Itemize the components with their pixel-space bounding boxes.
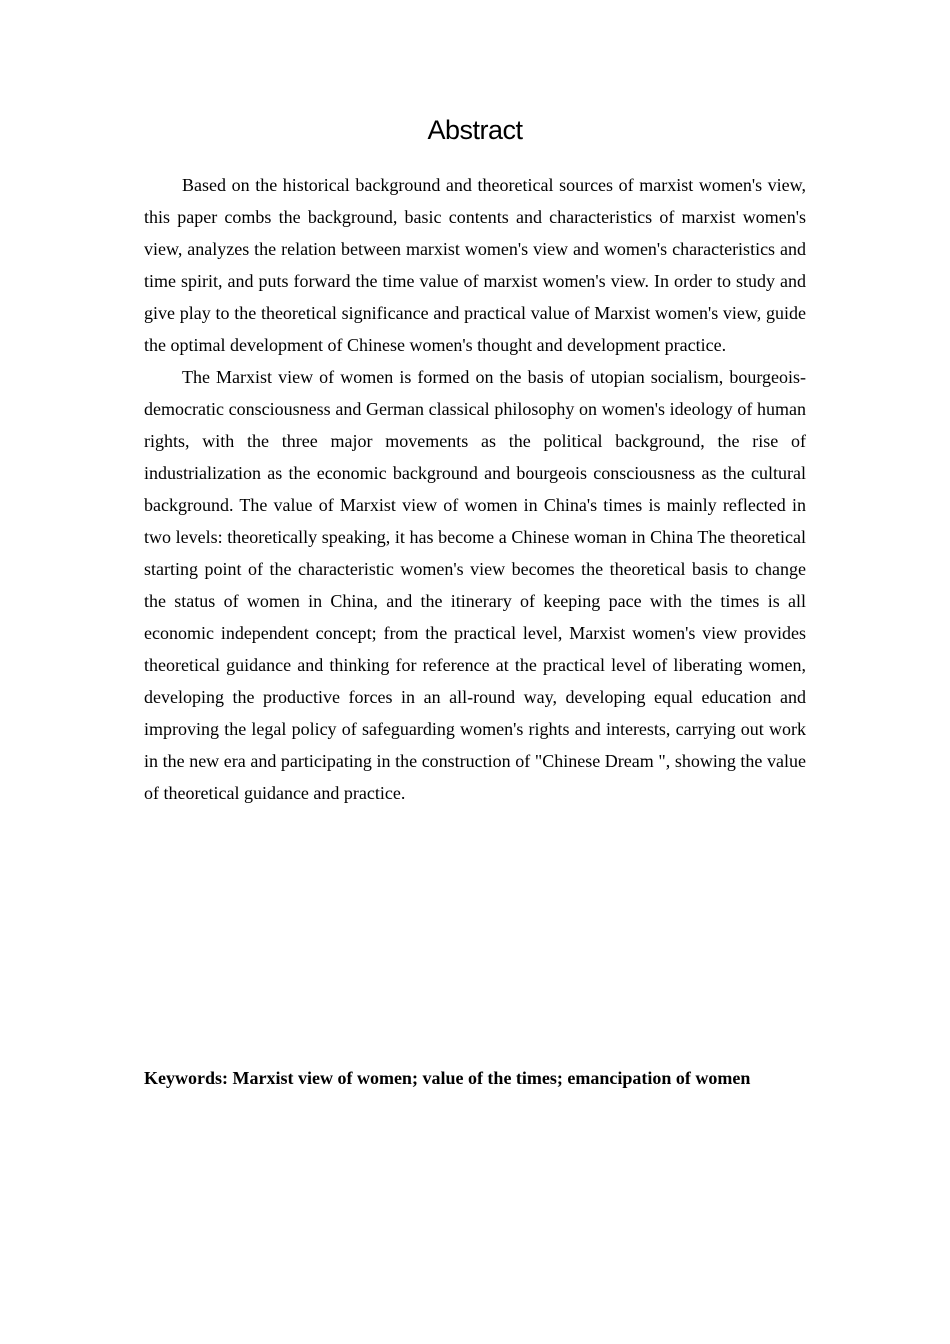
- keywords-line: Keywords: Marxist view of women; value of the times; emancipation of women: [144, 1068, 751, 1088]
- abstract-body: [144, 169, 806, 809]
- abstract-paragraph-1: Based on the historical background and theoretical sources of marxist women's view, this paper combs the background, basic contents and characteristics of marxist women's view, analyzes the relation between marxist women's view and women's characteristics and time spirit, and puts forward the time value of marxist women's view. In order to study and give play to the theoretical significance and practical value of Marxist women's view, guide the optimal development of Chinese women's thought and development practice.: [144, 175, 806, 355]
- abstract-title: Abstract: [427, 115, 523, 145]
- abstract-paragraph-2: The Marxist view of women is formed on the basis of utopian socialism, bourgeois-democratic consciousness and German classical philosophy on women's ideology of human rights, with the three major movements as the political background, the rise of industrialization as the economic background and bourgeois consciousness as the cultural background. The value of Marxist view of women in China's times is mainly reflected in two levels: theoretically speaking, it has become a Chinese woman in China The theoretical starting point of the characteristic women's view becomes the theoretical basis to change the status of women in China, and the itinerary of keeping pace with the times is all economic independent concept; from the practical level, Marxist women's view provides theoretical guidance and thinking for reference at the practical level of liberating women, developing the productive forces in an all-round way, developing equal education and improving the legal policy of safeguarding women's rights and interests, carrying out work in the new era and participating in the construction of "Chinese Dream ", showing the value of theoretical guidance and practice.: [144, 367, 806, 803]
